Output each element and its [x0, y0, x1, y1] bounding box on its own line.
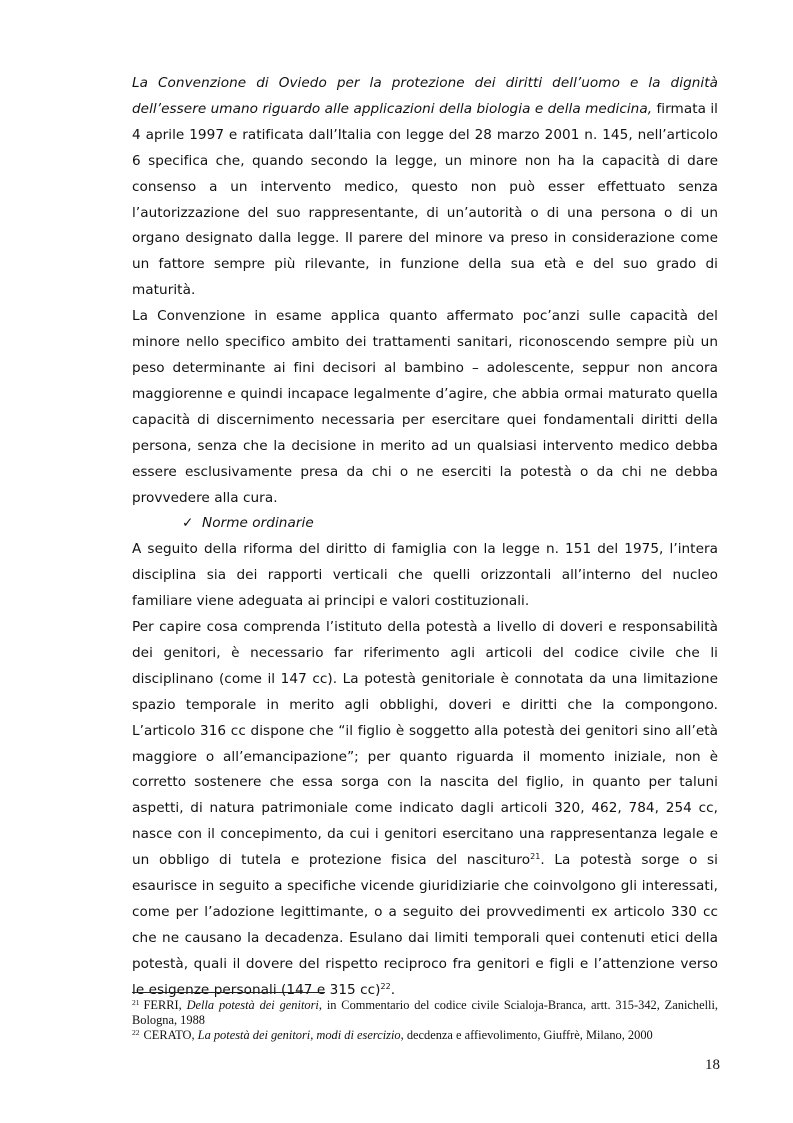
paragraph-parental-authority: Per capire cosa comprenda l’istituto della potestà a livello di doveri e responsabilità dei genitori, è necessario far riferimento agli articoli del codice civile che li disciplinano (come il 147 cc). La potestà genitoriale è connotata da una limitazione spazio temporale in merito agli obblighi, doveri e diritti che la compongono. L’articolo 316 cc dispone che “il figlio è soggetto alla potestà dei genitori sino all’età maggiore o all’emancipazione”; per quanto riguarda il momento iniziale, non è corretto sostenere che essa sorga con la nascita del figlio, in quanto per taluni aspetti, di natura patrimoniale come indicato dagli articoli 320, 462, 784, 254 cc, nasce con il concepimento, da cui i genitori esercitano una rappresentanza legale e un obbligo di tutela e protezione fisica del nascituro$^{21}$. La potestà sorge o si esaurisce in seguito a specifiche vicende giuridiziarie che coinvolgono gli interessati, come per l’adozione legittimante, o a seguito dei provvedimenti ex articolo 330 cc che ne causano la decadenza. Esulano dai limiti temporali quei contenuti etici della potestà, quali il dovere del rispetto reciproco fra genitori e figli e l’attenzione verso le esigenze personali (147 e 315 cc)$^{22}$.	[132, 619, 718, 998]
checkmark-icon: ✓	[182, 515, 194, 532]
footnote-ref-21[interactable]: 21	[530, 852, 541, 862]
convention-title: La Convenzione di Oviedo per la protezione dei diritti dell’uomo e la dignità dell’essere umano riguardo alle applicazioni della biologia e della medicina,	[132, 75, 718, 117]
footnote-21: $^{21}$ FERRI, Della potestà dei genitori, in Commentario del codice civile Scialoja-Branca, artt. 315-342, Zanichelli, Bologna, 1988	[132, 998, 718, 1027]
paragraph-convention-minors: La Convenzione in esame applica quanto affermato poc’anzi sulle capacità del minore nello specifico ambito dei trattamenti sanitari, riconoscendo sempre più un peso determinante ai fini decisori al bambino – adolescente, seppur non ancora maggiorenne e quindi incapace legalmente d’agire, che abbia ormai maturato quella capacità di discernimento necessaria per esercitare quei fondamentali diritti della persona, senza che la decisione in merito ad un qualsiasi intervento medico debba essere esclusivamente presa da chi o ne eserciti la potestà o da chi ne debba provvedere alla cura.	[132, 308, 718, 506]
page-number: 18	[705, 1057, 720, 1073]
paragraph-family-reform: A seguito della riforma del diritto di famiglia con la legge n. 151 del 1975, l’intera disciplina sia dei rapporti verticali che quelli orizzontali all’interno del nucleo familiare viene adeguata ai principi e valori costituzionali.	[132, 541, 718, 610]
footnotes	[132, 998, 718, 1043]
section-heading-label: Norme ordinarie	[202, 515, 314, 532]
footnote-ref-22[interactable]: 22	[380, 981, 391, 991]
paragraph-oviedo: La Convenzione di Oviedo per la protezione dei diritti dell’uomo e la dignità dell’essere umano riguardo alle applicazioni della biologia e della medicina, firmata il 4 aprile 1997 e ratificata dall’Italia con legge del 28 marzo 2001 n. 145, nell’articolo 6 specifica che, quando secondo la legge, un minore non ha la capacità di dare consenso a un intervento medico, questo non può esser effettuato senza l’autorizzazione del suo rappresentante, di un’autorità o di una persona o di un organo designato dalla legge. Il parere del minore va preso in considerazione come un fattore sempre più rilevante, in funzione della sua età e del suo grado di maturità.	[132, 75, 718, 299]
section-heading-norme-ordinarie	[132, 511, 718, 537]
footnote-separator	[132, 992, 325, 993]
body-text	[132, 71, 718, 1004]
footnote-22: $^{22}$ CERATO, La potestà dei genitori, modi di esercizio, decdenza e affievolimento, Giuffrè, Milano, 2000	[132, 1028, 653, 1042]
